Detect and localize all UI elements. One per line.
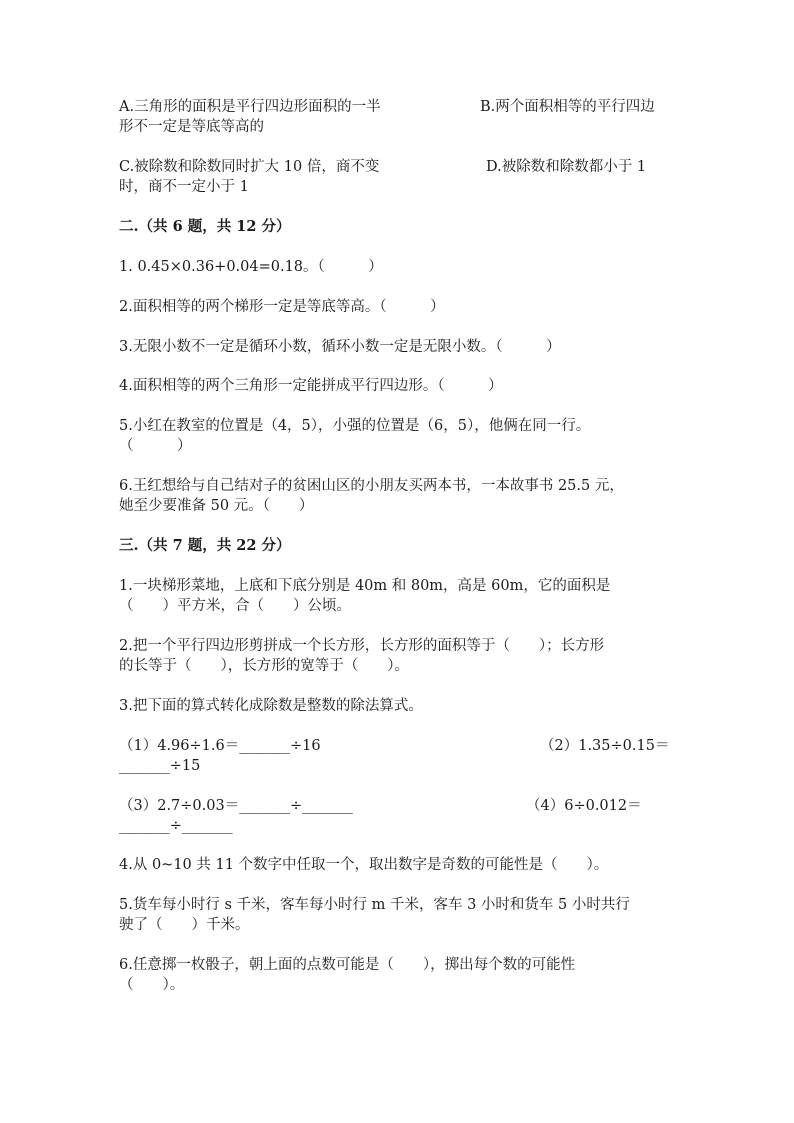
s3-q3-part-4: （4）6÷0.012＝ xyxy=(526,798,642,814)
s2-question-4: 4.面积相等的两个三角形一定能拼成平行四边形。（ ） xyxy=(119,378,503,394)
section-3-title: 三.（共 7 题，共 22 分） xyxy=(119,537,291,554)
s3-question-2: 2.把一个平行四边形剪拼成一个长方形，长方形的面积等于（ ）；长方形 xyxy=(119,638,605,654)
s3-question-4: 4.从 0~10 共 11 个数字中任取一个，取出数字是奇数的可能性是（ ）。 xyxy=(119,857,609,873)
s3-q3-part-1: （1）4.96÷1.6＝_______÷16 xyxy=(119,738,321,754)
choice-d: D.被除数和除数都小于 1 xyxy=(486,159,647,175)
s2-question-6: 6.王红想给与自己结对子的贫困山区的小朋友买两本书，一本故事书 25.5 元， xyxy=(119,478,624,494)
s3-question-3: 3.把下面的算式转化成除数是整数的除法算式。 xyxy=(119,698,423,714)
s3-question-6-continuation: （ ）。 xyxy=(119,977,185,993)
s3-question-2-continuation: 的长等于（ ），长方形的宽等于（ ）。 xyxy=(119,658,409,674)
s2-question-5-continuation: （ ） xyxy=(119,438,192,454)
choice-ab-continuation: 形不一定是等底等高的 xyxy=(119,119,264,135)
s2-question-2: 2.面积相等的两个梯形一定是等底等高。（ ） xyxy=(119,299,445,315)
s3-question-1: 1.一块梯形菜地，上底和下底分别是 40m 和 80m，高是 60m，它的面积是 xyxy=(119,578,611,594)
s2-question-1: 1. 0.45×0.36+0.04=0.18。（ ） xyxy=(119,259,383,275)
s3-q3-part-2: （2）1.35÷0.15＝ xyxy=(540,738,670,754)
s3-question-1-continuation: （ ）平方米，合（ ）公顷。 xyxy=(119,598,351,614)
choice-c: C.被除数和除数同时扩大 10 倍，商不变 xyxy=(119,159,380,175)
s3-q3-part-4-continuation: _______÷_______ xyxy=(119,818,233,834)
choice-b: B.两个面积相等的平行四边 xyxy=(480,99,655,115)
s2-question-5: 5.小红在教室的位置是（4，5），小强的位置是（6，5），他俩在同一行。 xyxy=(119,418,591,434)
s3-question-5-continuation: 驶了（ ）千米。 xyxy=(119,917,250,933)
section-2-title: 二.（共 6 题，共 12 分） xyxy=(119,218,291,235)
choice-cd-continuation: 时，商不一定小于 1 xyxy=(119,179,249,195)
s3-question-6: 6.任意掷一枚骰子，朝上面的点数可能是（ ），掷出每个数的可能性 xyxy=(119,957,576,973)
s2-question-6-continuation: 她至少要准备 50 元。（ ） xyxy=(119,498,314,514)
choice-a: A.三角形的面积是平行四边形面积的一半 xyxy=(119,99,381,115)
s3-question-5: 5.货车每小时行 s 千米，客车每小时行 m 千米，客车 3 小时和货车 5 小时共行 xyxy=(119,897,630,913)
s2-question-3: 3.无限小数不一定是循环小数，循环小数一定是无限小数。（ ） xyxy=(119,339,561,355)
s3-q3-part-2-continuation: _______÷15 xyxy=(119,758,201,774)
s3-q3-part-3: （3）2.7÷0.03＝_______÷_______ xyxy=(119,798,353,814)
